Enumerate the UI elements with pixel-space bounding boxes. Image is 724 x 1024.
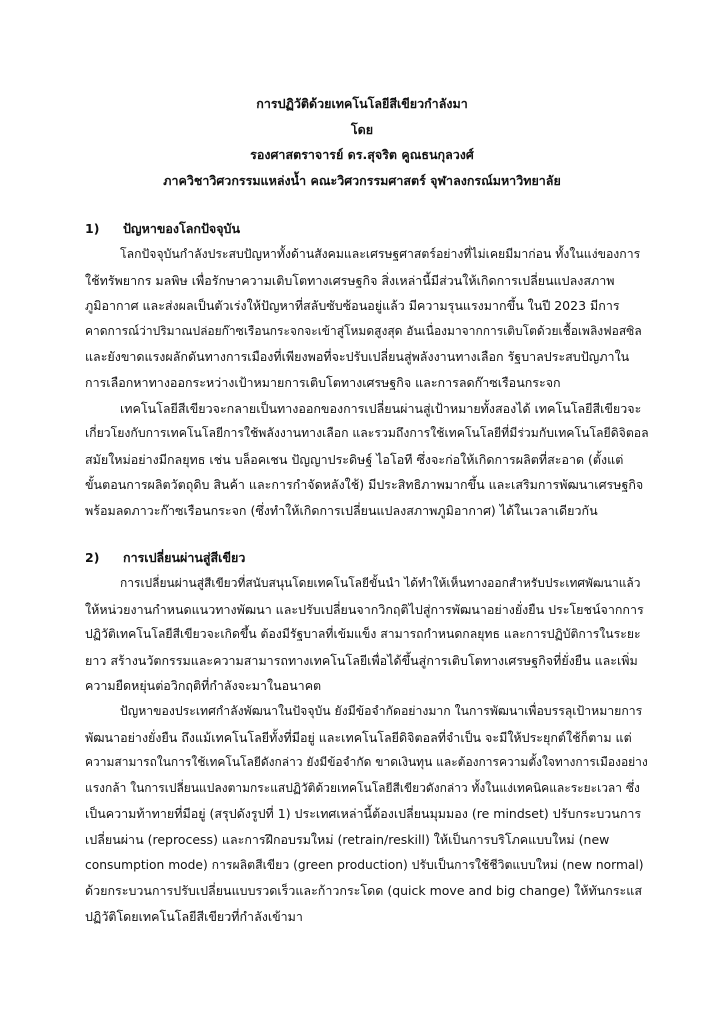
- paragraph-line: เปลี่ยนผ่าน (reprocess) และการฝึกอบรมใหม่ (retrain/reskill) ให้เป็นการบริโภคแบบใหม่ (new: [85, 832, 610, 847]
- paragraph-line: การเปลี่ยนผ่านสู่สีเขียวที่สนับสนุนโดยเทคโนโลยีขั้นนำ ได้ทำให้เห็นทางออกสำหรับประเทศพัฒนาแล้ว: [120, 576, 641, 590]
- section-number: 1): [85, 221, 100, 236]
- paragraph-line: ภูมิอากาศ และส่งผลเป็นตัวเร่งให้ปัญหาที่สลับซับซ้อนอยู่แล้ว มีความรุนแรงมากขึ้น ในปี 2023 มีการ: [85, 298, 620, 313]
- paragraph-line: ความสามารถในการใช้เทคโนโลยีดังกล่าว ยังมีข้อจำกัด ขาดเงินทุน และต้องการความตั้งใจทางการเมืองอย่าง: [85, 755, 648, 769]
- paragraph-line: เกี่ยวโยงกับการเทคโนโลยีการใช้พลังงานทางเลือก และรวมถึงการใช้เทคโนโลยีที่มีร่วมกับเทคโนโลยีดิจิตอล: [85, 426, 649, 440]
- paragraph-line: consumption mode) การผลิตสีเขียว (green production) ปรับเป็นการใช้ชีวิตแบบใหม่ (new normal): [85, 858, 644, 872]
- paragraph-line: คาดการณ์ว่าปริมาณปล่อยก๊าซเรือนกระจกจะเข้าสู่โหมดสูงสุด อันเนื่องมาจากการเติบโตด้วยเชื้อเพลิงฟอสซิล: [85, 324, 642, 338]
- paragraph-line: ยาว สร้างนวัตกรรมและความสามารถทางเทคโนโลยีเพื่อได้ขึ้นสู่การเติบโตทางเศรษฐกิจที่ยั่งยืน และเพิ่ม: [85, 653, 638, 668]
- paragraph-line: ขั้นตอนการผลิตวัตถุดิบ สินค้า และการกำจัดหลังใช้) มีประสิทธิภาพมากขึ้น และเสริมการพัฒนาเศรษฐกิจ: [85, 477, 644, 492]
- section-title: ปัญหาของโลกปัจจุบัน: [123, 221, 241, 236]
- paragraph-line: เทคโนโลยีสีเขียวจะกลายเป็นทางออกของการเปลี่ยนผ่านสู่เป้าหมายทั้งสองได้ เทคโนโลยีสีเขียวจะ: [120, 401, 642, 416]
- paragraph-line: แรงกล้า ในการเปลี่ยนแปลงตามกระแสปฏิวัติด้วยเทคโนโลยีสีเขียวดังกล่าว ทั้งในแง่เทคนิคและระยะเวลา ซึ่ง: [85, 781, 640, 795]
- paragraph-line: การเลือกหาทางออกระหว่างเป้าหมายการเติบโตทางเศรษฐกิจ และการลดก๊าซเรือนกระจก: [85, 375, 561, 390]
- paragraph-line: พร้อมลดภาวะก๊าซเรือนกระจก (ซึ่งทำให้เกิดการเปลี่ยนแปลงสภาพภูมิอากาศ) ได้ในเวลาเดียวกัน: [85, 503, 598, 518]
- paragraph-line: ให้หน่วยงานกำหนดแนวทางพัฒนา และปรับเปลี่ยนจากวิกฤติไปสู่การพัฒนาอย่างยั่งยืน ประโยชน์จากการ: [85, 602, 644, 617]
- author-affiliation: ภาควิชาวิศวกรรมแหล่งน้ำ คณะวิศวกรรมศาสตร์ จุฬาลงกรณ์มหาวิทยาลัย: [163, 173, 561, 188]
- section-heading-1: [85, 219, 240, 239]
- paragraph-line: ด้วยกระบวนการปรับเปลี่ยนแบบรวดเร็วและก้าวกระโดด (quick move and big change) ให้ทันกระแส: [85, 883, 642, 898]
- section-heading-2: [85, 548, 245, 568]
- document-title: การปฏิวัติด้วยเทคโนโลยีสีเขียวกำลังมา: [256, 96, 468, 111]
- paragraph-line: ความยืดหยุ่นต่อวิกฤติที่กำลังจะมาในอนาคต: [85, 678, 322, 693]
- paragraph-line: ใช้ทรัพยากร มลพิษ เพื่อรักษาความเติบโตทางเศรษฐกิจ สิ่งเหล่านี้มีส่วนให้เกิดการเปลี่ยนแปลงสภาพ: [85, 273, 615, 288]
- section-number: 2): [85, 550, 100, 565]
- author-name: รองศาสตราจารย์ ดร.สุจริต คูณธนกุลวงศ์: [250, 147, 474, 162]
- paragraph-line: สมัยใหม่อย่างมีกลยุทธ เช่น บล็อคเชน ปัญญาประดิษฐ์ ไอโอที ซึ่งจะก่อให้เกิดการผลิตที่สะอาด (ตั้งแต่: [85, 452, 624, 467]
- paragraph-line: ปฏิวัติเทคโนโลยีสีเขียวจะเกิดขึ้น ต้องมีรัฐบาลที่เข้มแข็ง สามารถกำหนดกลยุทธ และการปฏิบัติการในระยะ: [85, 627, 641, 641]
- section-title: การเปลี่ยนผ่านสู่สีเขียว: [123, 550, 246, 565]
- paragraph-line: ปฏิวัติโดยเทคโนโลยีสีเขียวที่กำลังเข้ามา: [85, 909, 303, 924]
- paragraph-line: เป็นความท้าทายที่มีอยู่ (สรุปดังรูปที่ 1) ประเทศเหล่านี้ต้องเปลี่ยนมุมมอง (re mindset) ปรับกระบวนการ: [85, 806, 642, 821]
- paragraph-line: โลกปัจจุบันกำลังประสบปัญหาทั้งด้านสังคมและเศรษฐศาสตร์อย่างที่ไม่เคยมีมาก่อน ทั้งในแง่ของการ: [120, 247, 641, 261]
- byline-label: โดย: [350, 122, 374, 137]
- paragraph-line: พัฒนาอย่างยั่งยืน ถึงแม้เทคโนโลยีทั้งที่มีอยู่ และเทคโนโลยีดิจิตอลที่จำเป็น จะมีให้ประยุกต์ใช้ก็ตาม แต่: [85, 730, 632, 745]
- paragraph-line: ปัญหาของประเทศกำลังพัฒนาในปัจจุบัน ยังมีข้อจำกัดอย่างมาก ในการพัฒนาเพื่อบรรลุเป้าหมายการ: [120, 704, 643, 718]
- paragraph-line: และยังขาดแรงผลักดันทางการเมืองที่เพียงพอที่จะปรับเปลี่ยนสู่พลังงานทางเลือก รัฐบาลประสบปัญภาใน: [85, 349, 630, 364]
